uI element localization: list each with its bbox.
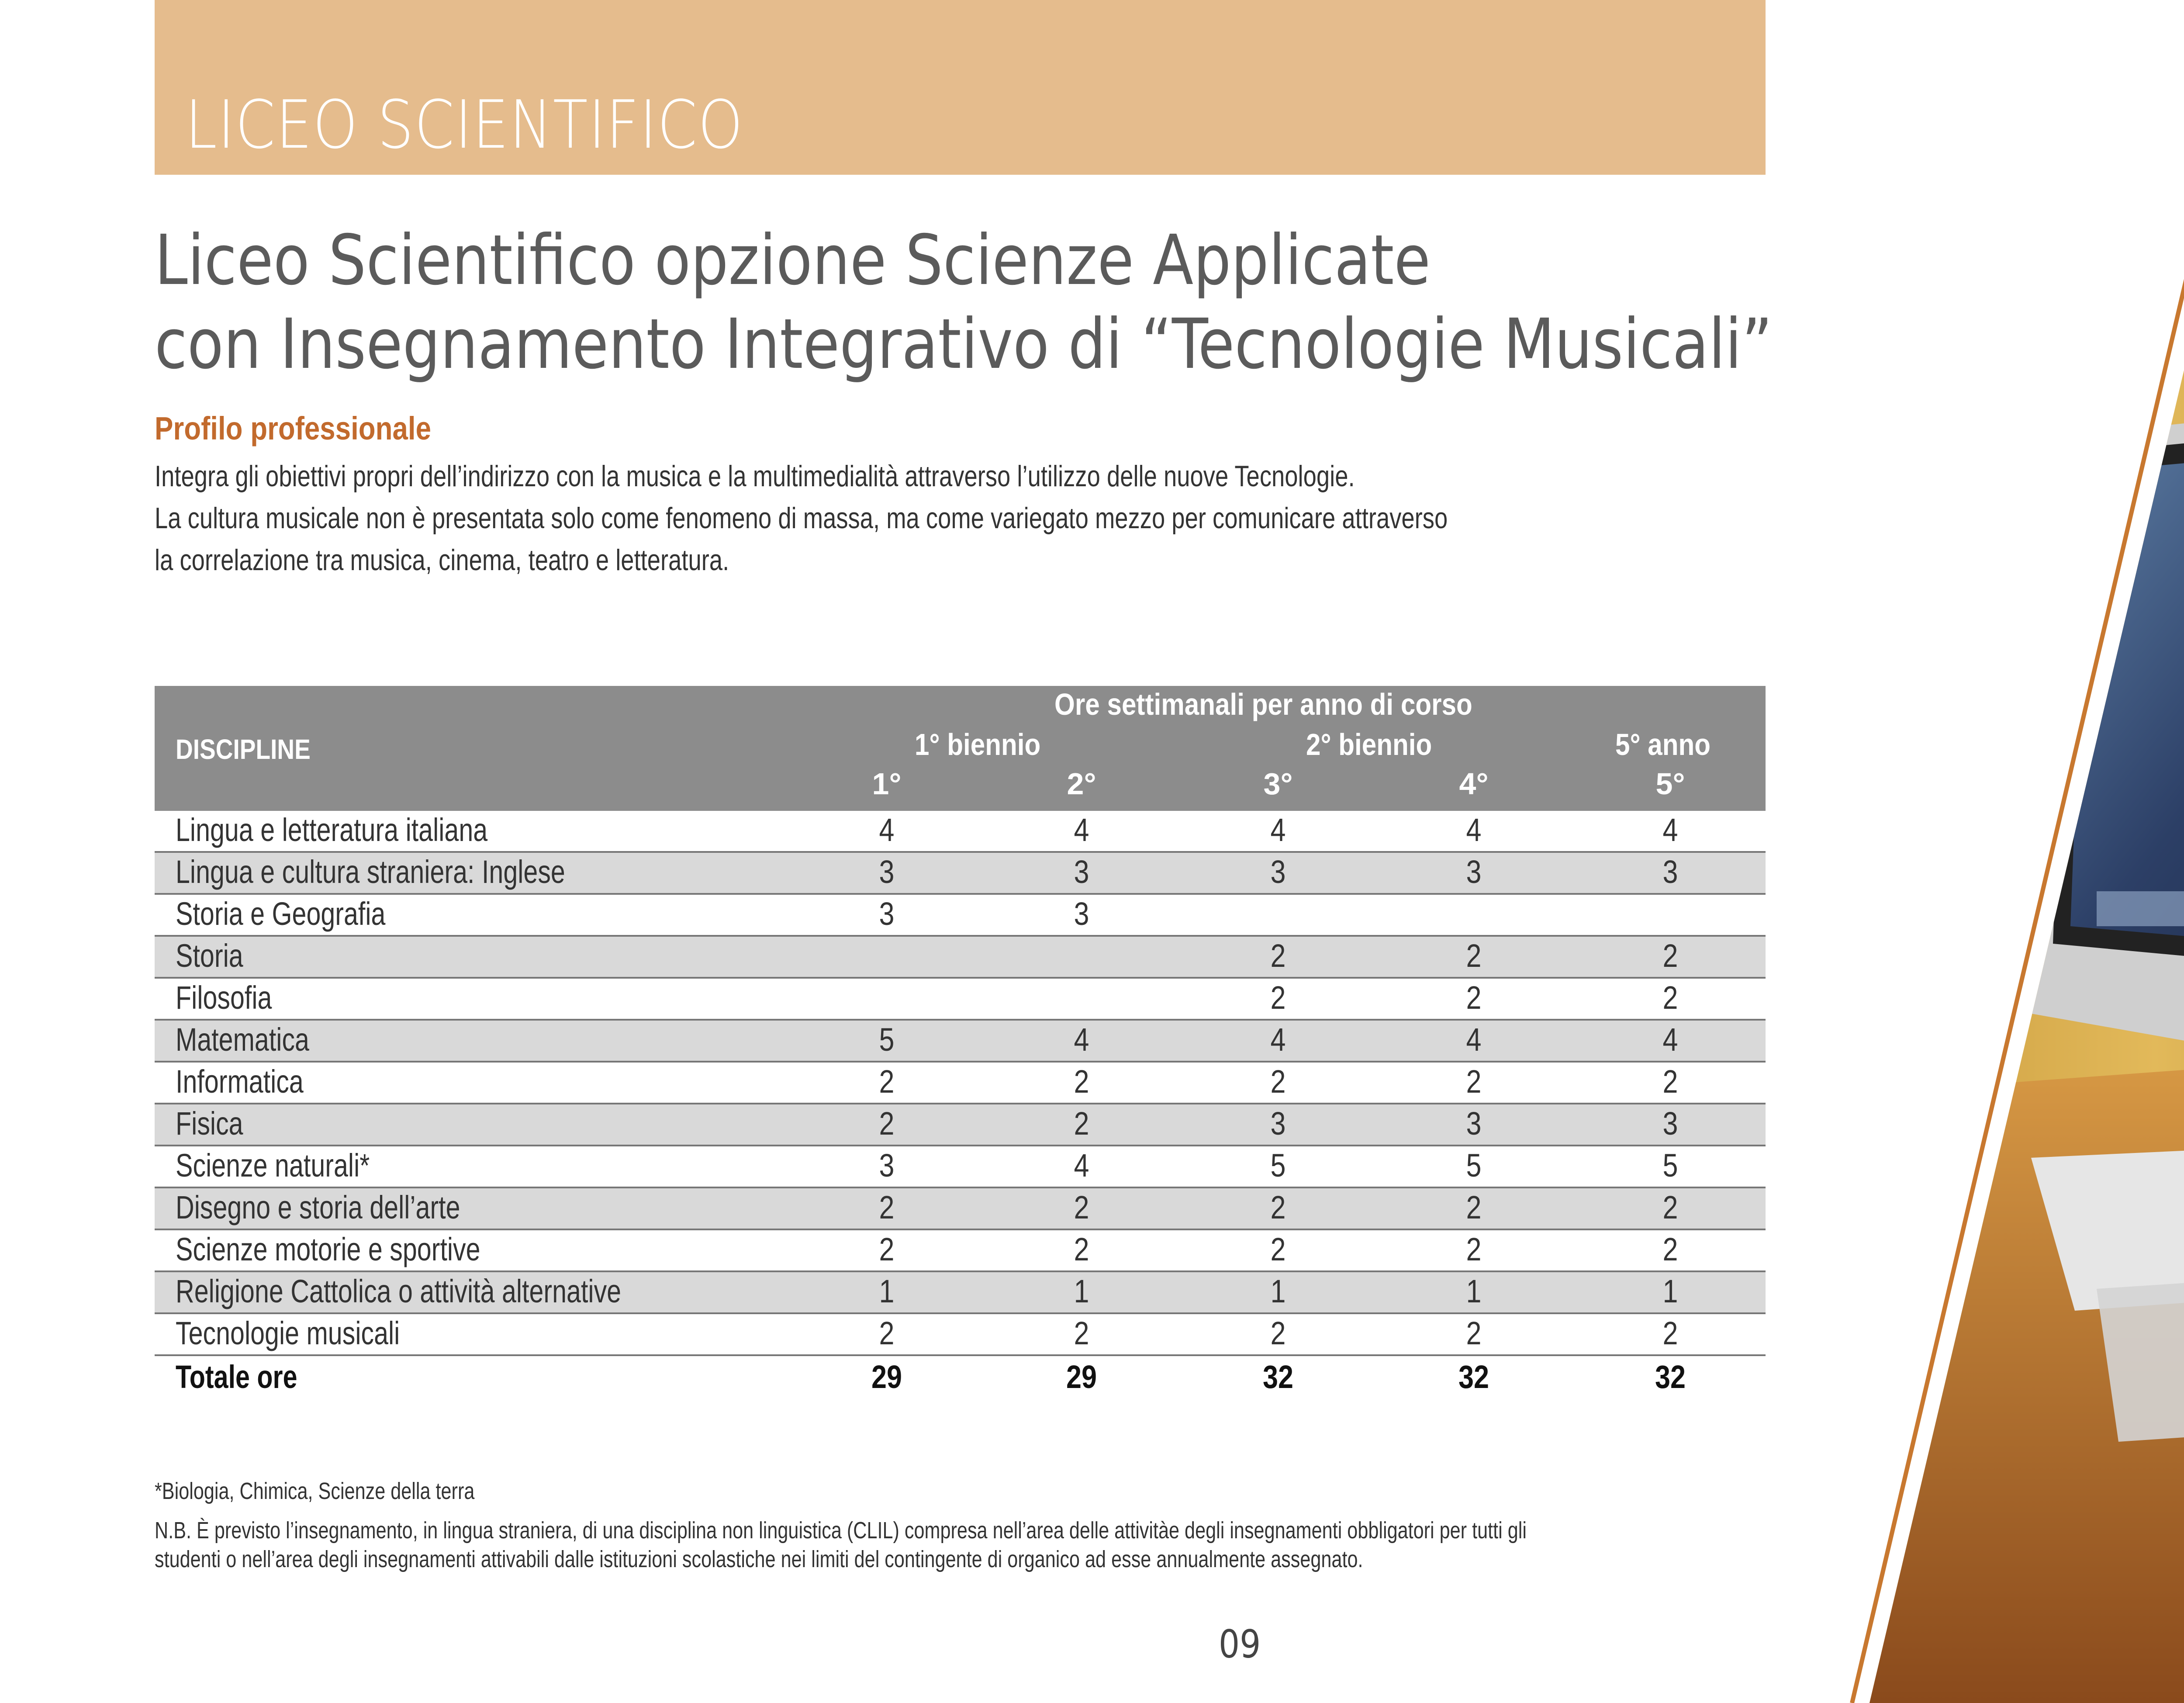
hours-cell: 29: [1066, 1359, 1097, 1395]
hours-cell: 2: [1466, 980, 1482, 1016]
course-title: [155, 218, 1773, 386]
hours-cell: 5: [1270, 1147, 1286, 1184]
hours-cell: 2: [879, 1231, 895, 1267]
hours-cell: 2: [1466, 1231, 1482, 1267]
discipline-name: Tecnologie musicali: [176, 1315, 400, 1351]
hours-cell: 1: [879, 1273, 895, 1309]
year-header: 3°: [1263, 767, 1293, 801]
hours-cell: 4: [1074, 1021, 1089, 1058]
hours-cell: 4: [879, 812, 895, 848]
page-number: 09: [1219, 1622, 1261, 1667]
table-row: [155, 1146, 1766, 1188]
discipline-name: Filosofia: [176, 980, 272, 1016]
table-row: [155, 811, 1766, 853]
hours-cell: 2: [879, 1105, 895, 1142]
hours-cell: 2: [1270, 1189, 1286, 1225]
hours-cell: 2: [1074, 1315, 1089, 1351]
group-header-1: 1° biennio: [915, 727, 1041, 762]
hours-cell: 3: [1662, 1105, 1678, 1142]
discipline-name: Lingua e letteratura italiana: [176, 812, 488, 848]
hours-cell: 5: [1662, 1147, 1678, 1184]
header-band: [155, 0, 1766, 175]
nb-line: N.B. È previsto l’insegnamento, in lingua straniera, di una disciplina non linguistica (CLIL) compresa nell’area delle attivitàe degli insegnamenti obbligatori per tutti gli: [155, 1517, 1527, 1544]
hours-cell: 2: [1270, 1063, 1286, 1100]
hours-cell: 3: [1662, 854, 1678, 890]
total-label: Totale ore: [176, 1359, 297, 1395]
hours-cell: 2: [1662, 980, 1678, 1016]
hours-cell: 2: [1466, 1315, 1482, 1351]
hours-cell: 3: [879, 896, 895, 932]
hours-cell: 4: [1270, 812, 1286, 848]
course-title-line2: con Insegnamento Integrativo di “Tecnologie Musicali”: [155, 304, 1773, 384]
hours-cell: 2: [1074, 1105, 1089, 1142]
course-title-line1: Liceo Scientifico opzione Scienze Applicate: [155, 220, 1431, 301]
hours-cell: 5: [1466, 1147, 1482, 1184]
year-header: 4°: [1459, 767, 1489, 801]
hours-cell: 2: [879, 1315, 895, 1351]
profile-text: [155, 455, 1622, 581]
hours-cell: 2: [1466, 1063, 1482, 1100]
hours-cell: 1: [1662, 1273, 1678, 1309]
discipline-name: Religione Cattolica o attività alternative: [176, 1273, 622, 1309]
hours-cell: 2: [1270, 938, 1286, 974]
discipline-name: Informatica: [176, 1063, 304, 1100]
discipline-name: Scienze motorie e sportive: [176, 1231, 480, 1267]
hours-cell: 2: [879, 1189, 895, 1225]
hours-cell: 2: [1662, 1315, 1678, 1351]
discipline-name: Storia e Geografia: [176, 896, 386, 932]
hours-cell: 5: [879, 1021, 895, 1058]
table-row: [155, 1021, 1766, 1063]
hours-cell: 4: [1270, 1021, 1286, 1058]
year-header: 5°: [1655, 767, 1685, 801]
hours-cell: 3: [1466, 854, 1482, 890]
hours-cell: 2: [1662, 938, 1678, 974]
table-row: [155, 1272, 1766, 1314]
discipline-name: Matematica: [176, 1021, 309, 1058]
nb-note: [155, 1516, 1797, 1574]
hours-cell: 3: [1074, 854, 1089, 890]
table-row: [155, 895, 1766, 937]
hours-cell: 2: [1270, 980, 1286, 1016]
group-header-3: 5° anno: [1615, 727, 1711, 762]
table-row: [155, 1230, 1766, 1272]
table-row: [155, 937, 1766, 979]
discipline-header: DISCIPLINE: [176, 734, 311, 765]
hours-cell: 1: [1074, 1273, 1089, 1309]
profile-line: La cultura musicale non è presentata solo come fenomeno di massa, ma come variegato mezzo per comunicare attraverso: [155, 502, 1448, 535]
year-header: 2°: [1067, 767, 1096, 801]
hours-header: Ore settimanali per anno di corso: [1054, 687, 1472, 721]
hours-table: [155, 686, 1766, 1398]
hours-cell: 1: [1466, 1273, 1482, 1309]
profile-heading: Profilo professionale: [155, 410, 431, 447]
year-header: 1°: [872, 767, 902, 801]
hours-cell: 32: [1655, 1359, 1686, 1395]
table-header: [155, 686, 1766, 811]
hours-cell: 2: [1074, 1189, 1089, 1225]
discipline-name: Fisica: [176, 1105, 243, 1142]
hours-cell: 3: [1270, 1105, 1286, 1142]
table-body: [155, 811, 1766, 1398]
hours-cell: 32: [1263, 1359, 1293, 1395]
discipline-name: Lingua e cultura straniera: Inglese: [176, 854, 565, 890]
hours-cell: 2: [1270, 1231, 1286, 1267]
hours-cell: 2: [1074, 1231, 1089, 1267]
footnote: *Biologia, Chimica, Scienze della terra: [155, 1478, 475, 1504]
hours-cell: 4: [1074, 1147, 1089, 1184]
group-header-2: 2° biennio: [1306, 727, 1432, 762]
profile-line: la correlazione tra musica, cinema, teatro e letteratura.: [155, 543, 729, 577]
hours-cell: 3: [1270, 854, 1286, 890]
profile-line: Integra gli obiettivi propri dell’indirizzo con la musica e la multimedialità attraverso l’utilizzo delle nuove Tecnologie.: [155, 460, 1355, 493]
hours-cell: 2: [1466, 1189, 1482, 1225]
hours-cell: 2: [1662, 1189, 1678, 1225]
hours-cell: 3: [879, 854, 895, 890]
hours-cell: 2: [1466, 938, 1482, 974]
table-row: [155, 853, 1766, 895]
hours-cell: 4: [1466, 812, 1482, 848]
section-title: LICEO SCIENTIFICO: [185, 86, 744, 163]
hours-cell: 2: [1074, 1063, 1089, 1100]
table-row: [155, 1104, 1766, 1146]
table-row: [155, 1314, 1766, 1356]
discipline-name: Disegno e storia dell’arte: [176, 1189, 460, 1225]
hours-cell: 4: [1466, 1021, 1482, 1058]
discipline-name: Storia: [176, 938, 243, 974]
table-row: [155, 979, 1766, 1021]
nb-line: studenti o nell’area degli insegnamenti attivabili dalle istituzioni scolastiche nei limiti del contingente di organico ad esse annualmente assegnato.: [155, 1546, 1363, 1572]
hours-cell: 3: [1466, 1105, 1482, 1142]
hours-cell: 3: [879, 1147, 895, 1184]
hours-cell: 4: [1662, 1021, 1678, 1058]
table-row: [155, 1063, 1766, 1104]
hours-cell: 2: [1270, 1315, 1286, 1351]
hours-cell: 4: [1074, 812, 1089, 848]
hours-cell: 3: [1074, 896, 1089, 932]
hours-cell: 4: [1662, 812, 1678, 848]
hours-cell: 2: [1662, 1063, 1678, 1100]
hours-cell: 1: [1270, 1273, 1286, 1309]
table-row: [155, 1188, 1766, 1230]
hours-cell: 2: [879, 1063, 895, 1100]
discipline-name: Scienze naturali*: [176, 1147, 370, 1184]
total-row: [155, 1356, 1766, 1398]
hours-cell: 2: [1662, 1231, 1678, 1267]
hours-cell: 32: [1458, 1359, 1489, 1395]
hours-cell: 29: [871, 1359, 902, 1395]
